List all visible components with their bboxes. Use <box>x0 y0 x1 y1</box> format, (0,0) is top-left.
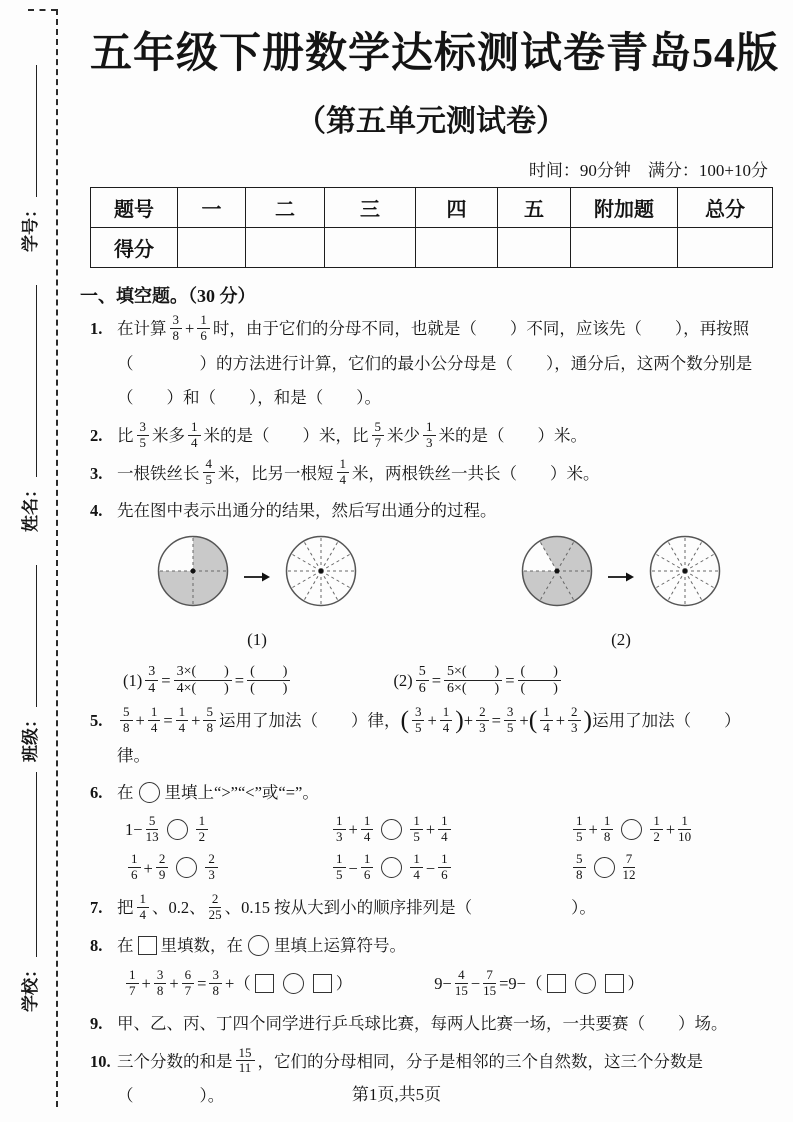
student-id-blank-line[interactable] <box>36 65 37 197</box>
text-segment: = <box>161 671 171 691</box>
fill-equation-1[interactable] <box>123 967 352 1002</box>
fraction: $\frac{5}{8}$ <box>120 705 133 736</box>
compare-item[interactable] <box>330 813 570 848</box>
box-blank[interactable] <box>255 974 274 993</box>
question-2 <box>90 419 772 454</box>
question-text <box>117 312 772 416</box>
question-9 <box>90 1007 772 1042</box>
text-segment: 米的是（ ）米。 <box>438 425 587 445</box>
school-blank-line[interactable] <box>36 772 37 957</box>
score-cell[interactable] <box>178 228 246 268</box>
fraction: $\frac{1}{4}$ <box>410 852 423 883</box>
arrow-right-icon <box>607 571 635 583</box>
fraction: $\frac{15}{11}$ <box>236 1046 255 1077</box>
circle-blank[interactable] <box>176 857 197 878</box>
text-segment: 在 <box>117 783 134 803</box>
question-number: 2. <box>90 425 103 445</box>
text-segment: + <box>519 710 529 730</box>
compare-item[interactable] <box>330 852 570 887</box>
circle-blank[interactable] <box>575 973 596 994</box>
question-text <box>117 1007 772 1042</box>
fraction: $\frac{1}{5}$ <box>333 852 346 883</box>
score-header-cell: 题号 <box>91 188 178 228</box>
circle-blank[interactable] <box>621 819 642 840</box>
pie-chart-twelfths-blank[interactable] <box>283 533 359 622</box>
score-header-cell: 五 <box>498 188 571 228</box>
fraction: $\frac{1}{6}$ <box>438 852 451 883</box>
fraction: $\frac{6}{7}$ <box>182 968 195 999</box>
fraction: $\frac{3\times( )}{4\times( )}$ <box>174 664 232 697</box>
question-number: 8. <box>90 935 103 955</box>
fraction: $\frac{1}{6}$ <box>197 313 210 344</box>
fraction: $\frac{( )}{( )}$ <box>247 664 290 697</box>
text-segment: (2) <box>393 671 413 691</box>
score-header-cell: 附加题 <box>571 188 678 228</box>
circle-blank[interactable] <box>381 857 402 878</box>
question-number: 10. <box>90 1051 111 1071</box>
text-segment: 1− <box>125 819 143 839</box>
text-segment: + <box>141 974 151 994</box>
text-segment: + <box>463 710 474 730</box>
fraction: $\frac{5}{8}$ <box>203 705 216 736</box>
fraction: $\frac{3}{5}$ <box>412 705 425 736</box>
fraction: $\frac{1}{4}$ <box>176 705 189 736</box>
fraction: $\frac{4}{5}$ <box>203 457 216 488</box>
text-segment: ） <box>335 974 353 994</box>
question-number: 9. <box>90 1014 103 1034</box>
fraction: $\frac{1}{4}$ <box>540 705 553 736</box>
text-segment: − <box>425 858 436 878</box>
fraction: $\frac{3}{8}$ <box>209 968 222 999</box>
question-text: 先在图中表示出通分的结果，然后写出通分的过程。 <box>117 501 497 521</box>
question-number: 6. <box>90 783 103 803</box>
diagram-caption: (1) <box>247 630 267 650</box>
question-5 <box>90 704 772 773</box>
text-segment: + <box>169 974 179 994</box>
text-segment: = <box>491 710 501 730</box>
student-name-field[interactable] <box>16 285 41 532</box>
fraction: $\frac{1}{4}$ <box>361 814 374 845</box>
big-paren: ) <box>583 705 593 735</box>
question-text <box>117 783 319 802</box>
fraction: $\frac{2}{3}$ <box>568 705 581 736</box>
text-segment: 里填上运算符号。 <box>274 935 406 955</box>
page-number: 第1页,共5页 <box>351 1085 442 1104</box>
fraction: $\frac{1}{8}$ <box>601 814 614 845</box>
text-segment: + <box>143 858 153 878</box>
text-segment: 三个分数的和是 <box>117 1051 233 1071</box>
fraction: $\frac{3}{8}$ <box>154 968 167 999</box>
score-cell[interactable] <box>416 228 498 268</box>
fraction: $\frac{1}{4}$ <box>137 892 150 923</box>
fraction: $\frac{3}{5}$ <box>504 705 517 736</box>
question-7 <box>90 891 772 926</box>
box-blank[interactable] <box>547 974 566 993</box>
fraction: $\frac{1}{4}$ <box>148 705 161 736</box>
pie-chart-five-sixths[interactable] <box>519 533 595 622</box>
equation-1[interactable] <box>123 664 293 699</box>
student-id-field[interactable] <box>16 65 41 252</box>
class-label: 班级： <box>21 711 40 762</box>
fraction: $\frac{1}{4}$ <box>188 420 201 451</box>
box-blank[interactable] <box>138 936 157 955</box>
fraction: $\frac{1}{6}$ <box>361 852 374 883</box>
fraction: $\frac{7}{12}$ <box>622 851 636 883</box>
question-6 <box>90 776 772 888</box>
compare-item[interactable] <box>570 813 772 848</box>
text-segment: + <box>427 710 437 730</box>
text-segment: 、0.2、 <box>152 898 206 918</box>
fraction: $\frac{7}{15}$ <box>483 967 497 999</box>
fraction: $\frac{2}{3}$ <box>205 852 218 883</box>
fraction: $\frac{1}{2}$ <box>196 814 209 845</box>
circle-blank[interactable] <box>139 782 160 803</box>
text-segment: 运用了加法（ ）律， <box>218 710 401 730</box>
text-segment: ，它们的分母相同，分子是相邻的三个自然数，这三个分数是（ ）。 <box>117 1051 703 1106</box>
question-number: 3. <box>90 463 103 483</box>
fraction: $\frac{1}{4}$ <box>337 457 350 488</box>
fraction: $\frac{1}{5}$ <box>410 814 423 845</box>
score-cell[interactable] <box>498 228 571 268</box>
cut-dashed-line-top <box>28 9 57 11</box>
text-segment: = <box>505 671 515 691</box>
pie-chart-three-fourths[interactable] <box>155 533 231 622</box>
fraction: $\frac{3}{4}$ <box>145 664 158 697</box>
fraction-diagrams <box>155 533 772 658</box>
section-heading: 一、填空题。（30 分） <box>80 286 256 306</box>
text-segment: + <box>425 819 436 839</box>
fraction: $\frac{( )}{( )}$ <box>518 664 561 697</box>
text-segment: 9− <box>434 974 452 994</box>
fraction: $\frac{3}{5}$ <box>137 420 150 451</box>
pie-chart-twelfths-blank[interactable] <box>647 533 723 622</box>
class-blank-line[interactable] <box>36 565 37 707</box>
fraction: $\frac{4}{15}$ <box>454 967 468 999</box>
text-segment: + <box>185 319 195 338</box>
text-segment: (1) <box>123 671 143 691</box>
text-segment: + <box>191 710 201 730</box>
student-id-label: 学号： <box>21 201 40 252</box>
fraction: $\frac{1}{4}$ <box>440 705 453 736</box>
text-segment: 米多 <box>152 425 185 445</box>
fraction: $\frac{1}{4}$ <box>438 814 451 845</box>
question-number: 5. <box>90 710 103 730</box>
main-content <box>80 12 780 1117</box>
fraction: $\frac{2}{25}$ <box>208 890 222 922</box>
student-name-label: 姓名： <box>21 481 40 532</box>
text-segment: 、0.15 按从大到小的顺序排列是（ ）。 <box>224 898 596 918</box>
score-cell[interactable] <box>246 228 325 268</box>
text-segment: 甲、乙、丙、丁四个同学进行乒乓球比赛，每两人比赛一场，一共要赛（ ）场。 <box>117 1014 728 1034</box>
fraction: $\frac{1}{3}$ <box>423 420 436 451</box>
fraction: $\frac{5}{8}$ <box>573 852 586 883</box>
text-segment: 米，比另一根短 <box>218 463 334 483</box>
text-segment: − <box>470 974 481 994</box>
question-4 <box>90 494 772 701</box>
fraction: $\frac{1}{6}$ <box>128 852 141 883</box>
big-paren: ( <box>528 705 538 735</box>
question-text <box>117 704 772 773</box>
class-field[interactable] <box>16 565 41 762</box>
text-segment: =9−（ <box>499 974 543 994</box>
exam-meta: 时间：90分钟 满分：100+10分 <box>528 161 768 180</box>
text-segment: +（ <box>224 974 251 994</box>
text-segment: − <box>348 858 358 878</box>
fill-equations <box>123 967 772 1002</box>
text-segment: 把 <box>117 898 134 918</box>
diagram-group-2 <box>519 533 723 658</box>
school-field[interactable] <box>16 772 41 1012</box>
fraction: $\frac{2}{3}$ <box>476 705 489 736</box>
big-paren: ( <box>400 705 409 735</box>
question-number: 1. <box>90 319 103 338</box>
text-segment: + <box>555 710 566 730</box>
score-row-label: 得分 <box>91 228 178 268</box>
student-name-blank-line[interactable] <box>36 285 37 477</box>
fraction: $\frac{1}{2}$ <box>650 814 663 845</box>
score-header-cell: 二 <box>246 188 325 228</box>
question-3 <box>90 457 772 492</box>
fraction: $\frac{2}{9}$ <box>156 852 169 883</box>
text-segment: + <box>665 819 676 839</box>
equation-2[interactable] <box>393 664 563 699</box>
score-cell[interactable] <box>678 228 773 268</box>
fraction: $\frac{5}{7}$ <box>372 420 385 451</box>
text-segment: 米少 <box>387 425 420 445</box>
page-subtitle: （第五单元测试卷） <box>296 105 566 138</box>
text-segment: + <box>588 819 598 839</box>
diagram-group-1 <box>155 533 359 658</box>
score-table-score-row <box>91 228 773 268</box>
text-segment: = <box>431 671 441 691</box>
fraction: $\frac{1}{5}$ <box>573 814 586 845</box>
comparison-grid <box>125 813 772 886</box>
question-text <box>117 891 772 926</box>
text-segment: 一根铁丝长 <box>117 463 200 483</box>
fraction: $\frac{1}{10}$ <box>678 812 692 844</box>
school-label: 学校： <box>21 961 40 1012</box>
fraction: $\frac{5\times( )}{6\times( )}$ <box>444 664 502 697</box>
fraction: $\frac{5}{13}$ <box>145 812 159 844</box>
score-header-cell: 四 <box>416 188 498 228</box>
fraction: $\frac{1}{3}$ <box>333 814 346 845</box>
text-segment: = <box>197 974 207 994</box>
box-blank[interactable] <box>605 974 624 993</box>
text-segment: 里填数，在 <box>160 935 243 955</box>
fill-equation-2[interactable] <box>434 967 644 1002</box>
question-text <box>117 936 406 955</box>
diagram-caption: (2) <box>611 630 631 650</box>
text-segment: 在计算 <box>117 319 167 338</box>
text-segment: = <box>234 671 245 691</box>
question-number: 7. <box>90 898 103 918</box>
text-segment: 在 <box>117 935 134 955</box>
score-cell[interactable] <box>325 228 416 268</box>
compare-item[interactable] <box>125 852 330 887</box>
text-segment: 米的是（ ）米，比 <box>203 425 369 445</box>
fraction: $\frac{3}{8}$ <box>170 313 183 344</box>
text-segment: + <box>348 819 358 839</box>
text-segment: 米，两根铁丝一共长（ ）米。 <box>352 463 600 483</box>
question-8 <box>90 929 772 1004</box>
circle-blank[interactable] <box>594 857 615 878</box>
text-segment: 时，由于它们的分母不同，也就是（ ）不同，应该先（ ），再按照（ ）的方法进行计算，它们的最小公分母是（ ），通分后，这两个数分别是（ ）和（ ），和是（ ）。 <box>117 319 753 408</box>
fraction: $\frac{1}{7}$ <box>126 968 139 999</box>
question-text <box>117 457 772 492</box>
cut-dashed-line-vertical <box>56 9 58 1107</box>
text-segment: 里填上“>”“<”或“=”。 <box>164 783 319 803</box>
box-blank[interactable] <box>313 974 332 993</box>
circle-blank[interactable] <box>248 935 269 956</box>
score-table-header-row <box>91 188 773 228</box>
text-segment: 比 <box>117 425 134 445</box>
text-segment: ） <box>627 974 644 994</box>
compare-item[interactable] <box>570 852 772 887</box>
arrow-right-icon <box>243 571 271 583</box>
score-header-cell: 一 <box>178 188 246 228</box>
circle-blank[interactable] <box>167 819 188 840</box>
text-segment: + <box>135 710 145 730</box>
question-text <box>117 419 772 454</box>
big-paren: ) <box>455 705 464 735</box>
conversion-equations <box>123 664 772 699</box>
question-1 <box>90 312 772 416</box>
compare-item[interactable] <box>125 813 330 848</box>
score-header-cell: 三 <box>325 188 416 228</box>
score-header-cell: 总分 <box>678 188 773 228</box>
circle-blank[interactable] <box>381 819 402 840</box>
score-table <box>90 187 773 268</box>
text-segment: 运用了加法（ ）律。 <box>117 710 741 765</box>
fraction: $\frac{5}{6}$ <box>416 664 429 697</box>
score-cell[interactable] <box>571 228 678 268</box>
text-segment: = <box>163 710 173 730</box>
circle-blank[interactable] <box>283 973 304 994</box>
page-title: 五年级下册数学达标测试卷青岛54版 <box>90 31 780 77</box>
question-number: 4. <box>90 501 103 521</box>
